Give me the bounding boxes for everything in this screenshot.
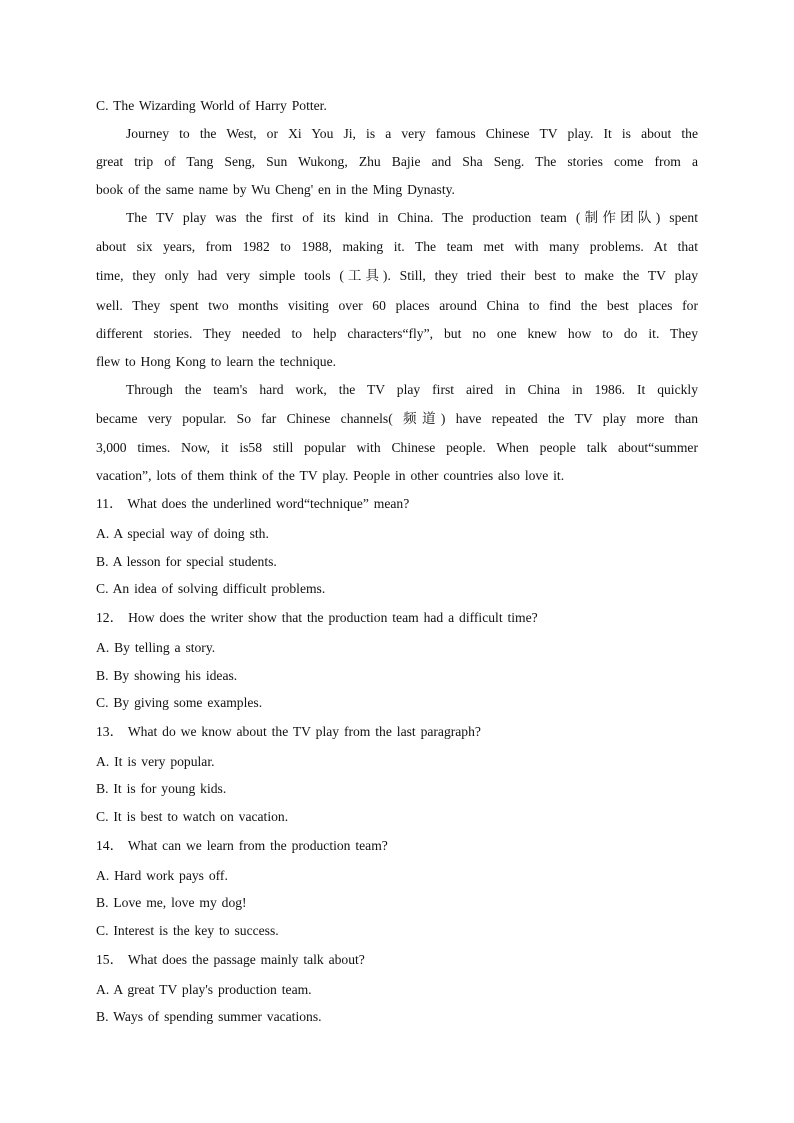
- previous-option-c: C. The Wizarding World of Harry Potter.: [96, 98, 327, 113]
- answer-option: B. A lesson for special students.: [96, 554, 277, 569]
- text-line: became very popular. So far Chinese channels( 频道) have repeated the TV play more than: [96, 411, 698, 426]
- answer-option: A. A special way of doing sth.: [96, 526, 269, 541]
- answer-option: A. By telling a story.: [96, 640, 216, 655]
- answer-option: B. By showing his ideas.: [96, 668, 238, 683]
- question-stem: 14． What can we learn from the production team?: [96, 838, 388, 853]
- text-line: Journey to the West, or Xi You Ji, is a very famous Chinese TV play. It is about the: [126, 126, 698, 141]
- text-line: The TV play was the first of its kind in China. The production team (制作团队) spent: [126, 210, 698, 225]
- text-line: well. They spent two months visiting over 60 places around China to find the best places for: [96, 298, 698, 313]
- answer-option: B. It is for young kids.: [96, 781, 227, 796]
- text-line: great trip of Tang Seng, Sun Wukong, Zhu Bajie and Sha Seng. The stories come from a: [96, 154, 698, 169]
- text-line: Through the team's hard work, the TV play first aired in China in 1986. It quickly: [126, 382, 698, 397]
- text-line: flew to Hong Kong to learn the technique.: [96, 354, 337, 369]
- answer-option: A. It is very popular.: [96, 754, 215, 769]
- text-line: book of the same name by Wu Cheng' en in the Ming Dynasty.: [96, 182, 455, 197]
- text-line: 3,000 times. Now, it is58 still popular with Chinese people. When people talk about“summer: [96, 440, 698, 455]
- question-stem: 11． What does the underlined word“technique” mean?: [96, 496, 410, 511]
- text-line: about six years, from 1982 to 1988, making it. The team met with many problems. At that: [96, 239, 698, 254]
- answer-option: B. Love me, love my dog!: [96, 895, 247, 910]
- text-line: vacation”, lots of them think of the TV play. People in other countries also love it.: [96, 468, 565, 483]
- question-stem: 12． How does the writer show that the production team had a difficult time?: [96, 610, 538, 625]
- question-stem: 13． What do we know about the TV play from the last paragraph?: [96, 724, 481, 739]
- answer-option: C. Interest is the key to success.: [96, 923, 279, 938]
- answer-option: C. It is best to watch on vacation.: [96, 809, 289, 824]
- text-line: time, they only had very simple tools (工具). Still, they tried their best to make the TV play: [96, 268, 698, 283]
- answer-option: B. Ways of spending summer vacations.: [96, 1009, 322, 1024]
- text-line: different stories. They needed to help characters“fly”, but no one knew how to do it. They: [96, 326, 698, 341]
- answer-option: C. By giving some examples.: [96, 695, 263, 710]
- question-stem: 15． What does the passage mainly talk about?: [96, 952, 365, 967]
- answer-option: A. A great TV play's production team.: [96, 982, 312, 997]
- answer-option: A. Hard work pays off.: [96, 868, 228, 883]
- answer-option: C. An idea of solving difficult problems.: [96, 581, 326, 596]
